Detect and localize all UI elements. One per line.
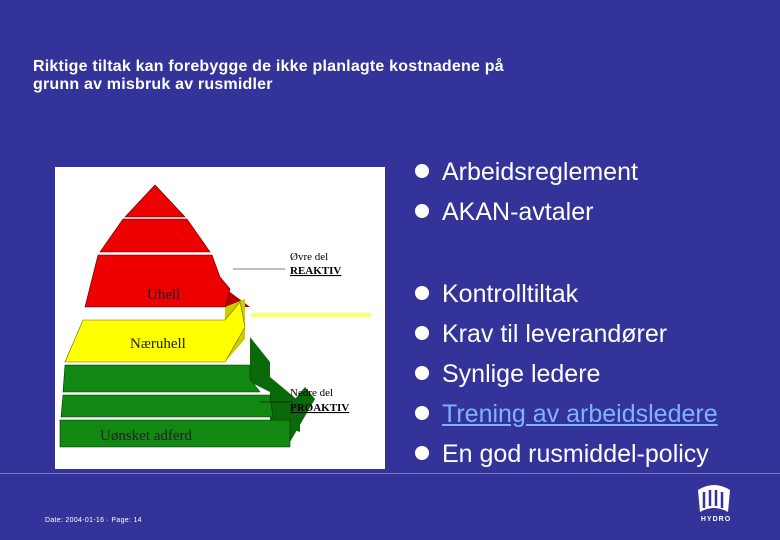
slide-title-line-2: grunn av misbruk av rusmidler [33, 76, 273, 93]
footer-date-page: Date: 2004-01-16 · Page: 14 [45, 517, 142, 524]
pyramid-level-uhell-label: Uhell [147, 287, 181, 303]
lower-label-line-1: Nedre del [290, 387, 334, 399]
upper-label-line-2: REAKTIV [290, 265, 342, 277]
pyramid-diagram [55, 167, 385, 469]
bullet-item [412, 358, 600, 390]
bullet-item [412, 278, 578, 310]
footer-divider [0, 473, 780, 474]
bullet-link-training[interactable]: Trening av arbeidsledere [442, 400, 718, 428]
slide-title-line-1: Riktige tiltak kan forebygge de ikke planlagte kostnadene på [33, 58, 504, 75]
pyramid-figure [55, 167, 385, 469]
pyramid-naeruhell-face [65, 302, 245, 362]
bullet-dot-icon [415, 326, 429, 340]
bullet-item [412, 156, 638, 188]
upper-label-line-1: Øvre del [290, 251, 329, 263]
bullet-dot-icon [415, 286, 429, 300]
bullet-dot-icon [415, 204, 429, 218]
bullet-item [412, 438, 709, 470]
hydro-logo-text: HYDRO [700, 516, 732, 523]
bullet-item [412, 398, 718, 430]
pyramid-green1-face [63, 365, 260, 392]
bullet-text: Synlige ledere [442, 360, 601, 388]
pyramid-separator-line [251, 313, 371, 317]
pyramid-red2-face [100, 219, 210, 252]
pyramid-level-uonsket-label: Uønsket adferd [100, 428, 193, 444]
pyramid-top-face [125, 185, 185, 217]
bullet-text: Kontrolltiltak [442, 280, 579, 308]
bullet-dot-icon [415, 366, 429, 380]
bullet-dot-icon [415, 446, 429, 460]
bullet-dot-icon [415, 164, 429, 178]
bullet-text: En god rusmiddel-policy [442, 440, 709, 468]
pyramid-level-naeruhell-label: Næruhell [130, 336, 186, 352]
bullet-text: Arbeidsreglement [442, 158, 638, 186]
bullet-text: Krav til leverandører [442, 320, 668, 348]
lower-label-line-2: PROAKTIV [290, 402, 350, 414]
bullet-item [412, 318, 667, 350]
bullet-item [412, 196, 593, 228]
bullet-text: AKAN-avtaler [442, 198, 594, 226]
slide-title [33, 58, 733, 94]
bullet-dot-icon [415, 406, 429, 420]
pyramid-green2-face [61, 395, 273, 417]
